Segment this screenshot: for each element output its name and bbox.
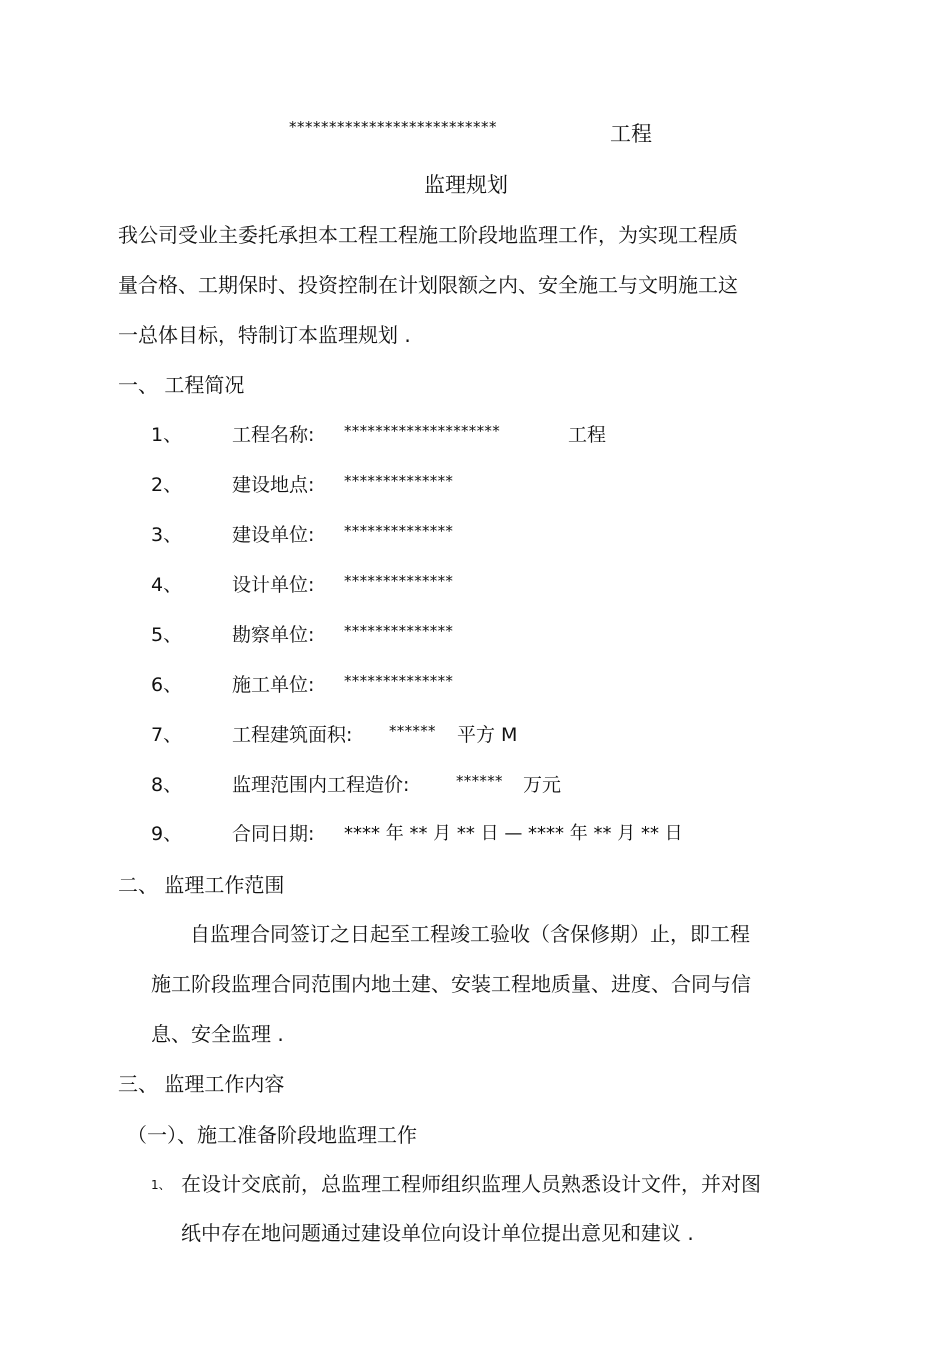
item-number: 9、 [151,823,183,845]
item-number: 5、 [151,624,183,646]
item-label: 工程名称: [232,424,315,446]
scope-line-2: 施工阶段监理合同范围内地土建、安装工程地质量、进度、合同与信 [151,972,751,996]
content-item-number: 1、 [151,1178,171,1192]
item-number: 6、 [151,674,183,696]
item-label: 施工单位: [232,674,315,696]
subsection-heading: （一）、施工准备阶段地监理工作 [127,1123,417,1147]
item-value: ************** [344,622,454,640]
section-heading-overview: 一、 工程简况 [118,373,245,397]
item-number: 8、 [151,774,183,796]
scope-line-1: 自监理合同签订之日起至工程竣工验收（含保修期）止，即工程 [190,922,750,946]
intro-line-1: 我公司受业主委托承担本工程工程施工阶段地监理工作，为实现工程质 [118,223,738,247]
scope-line-3: 息、安全监理 . [151,1022,284,1046]
item-label: 设计单位: [232,574,315,596]
item-number: 1、 [151,424,183,446]
item-value: ************** [344,572,454,590]
item-label: 工程建筑面积: [232,724,353,746]
item-label: 监理范围内工程造价: [232,774,410,796]
item-value: ************** [344,672,454,690]
item-value: ************** [344,472,454,490]
item-label: 建设地点: [232,474,315,496]
item-number: 4、 [151,574,183,596]
item-value: **** 年 ** 月 ** 日 — **** 年 ** 月 ** 日 [344,823,683,844]
item-value: ****** [456,772,503,790]
title-suffix: 工程 [610,122,652,146]
title-project-name: ************************** [289,118,497,136]
item-label: 建设单位: [232,524,315,546]
item-label: 合同日期: [232,823,315,845]
document-title: 监理规划 [424,173,508,197]
intro-line-2: 量合格、工期保时、投资控制在计划限额之内、安全施工与文明施工这 [118,273,738,297]
content-item-line-2: 纸中存在地问题通过建设单位向设计单位提出意见和建议 . [181,1221,694,1245]
item-label: 勘察单位: [232,624,315,646]
intro-line-3: 一总体目标，特制订本监理规划 . [118,323,411,347]
item-number: 7、 [151,724,183,746]
item-unit: 万元 [523,774,562,796]
item-unit: 平方 M [457,724,518,746]
item-value: ******************** [344,422,500,440]
item-number: 2、 [151,474,183,496]
section-heading-content: 三、 监理工作内容 [118,1072,285,1096]
item-unit: 工程 [568,424,607,446]
item-value: ****** [389,722,436,740]
item-value: ************** [344,522,454,540]
section-heading-scope: 二、 监理工作范围 [118,873,285,897]
item-number: 3、 [151,524,183,546]
content-item-line-1: 在设计交底前，总监理工程师组织监理人员熟悉设计文件，并对图 [181,1172,761,1196]
